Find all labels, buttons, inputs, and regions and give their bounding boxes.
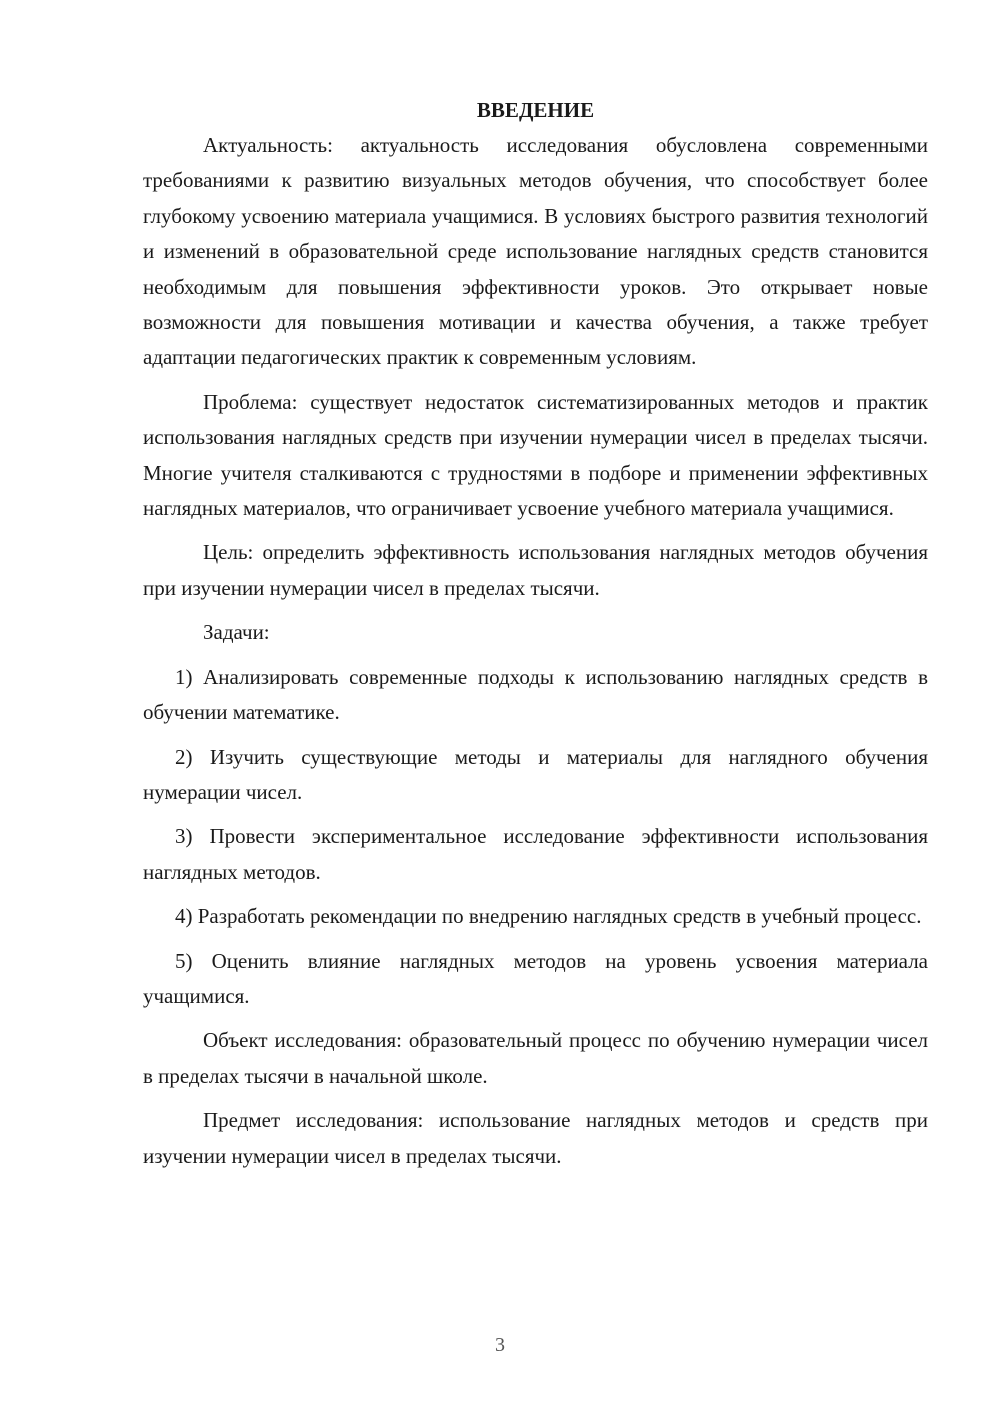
paragraph-relevance: Актуальность: актуальность исследования обусловлена современными требованиями к развитию визуальных методов обучения, что способствует более глубокому усвоению материала учащимися. В условиях быстрого развития технологий и изменений в образовательной среде использование наглядных средств становится необходимым для повышения эффективности уроков. Это открывает новые возможности для повышения мотивации и качества обучения, а также требует адаптации педагогических практик к современным условиям. xyxy=(143,133,928,370)
section-heading: ВВЕДЕНИЕ xyxy=(476,98,595,122)
task-item-1: 1) Анализировать современные подходы к использованию наглядных средств в обучении математике. xyxy=(143,664,928,725)
page-number: 3 xyxy=(495,1334,505,1356)
tasks-label: Задачи: xyxy=(203,620,270,645)
task-item-2: 2) Изучить существующие методы и материалы для наглядного обучения нумерации чисел. xyxy=(143,744,928,804)
document-page xyxy=(143,92,928,1174)
paragraph-subject: Предмет исследования: использование наглядных методов и средств при изучении нумерации чисел в пределах тысячи. xyxy=(143,1108,928,1168)
paragraph-goal: Цель: определить эффективность использования наглядных методов обучения при изучении нумерации чисел в пределах тысячи. xyxy=(143,540,928,600)
task-item-3: 3) Провести экспериментальное исследование эффективности использования наглядных методов. xyxy=(143,824,928,884)
paragraph-object: Объект исследования: образовательный процесс по обучению нумерации чисел в пределах тысячи в начальной школе. xyxy=(143,1028,928,1088)
task-item-4: 4) Разработать рекомендации по внедрению наглядных средств в учебный процесс. xyxy=(175,904,922,929)
task-item-5: 5) Оценить влияние наглядных методов на уровень усвоения материала учащимися. xyxy=(143,948,928,1008)
paragraph-problem: Проблема: существует недостаток систематизированных методов и практик использования наглядных средств при изучении нумерации чисел в пределах тысячи. Многие учителя сталкиваются с трудностями в подборе и применении эффективных наглядных материалов, что ограничивает усвоение учебного материала учащимися. xyxy=(143,389,928,521)
